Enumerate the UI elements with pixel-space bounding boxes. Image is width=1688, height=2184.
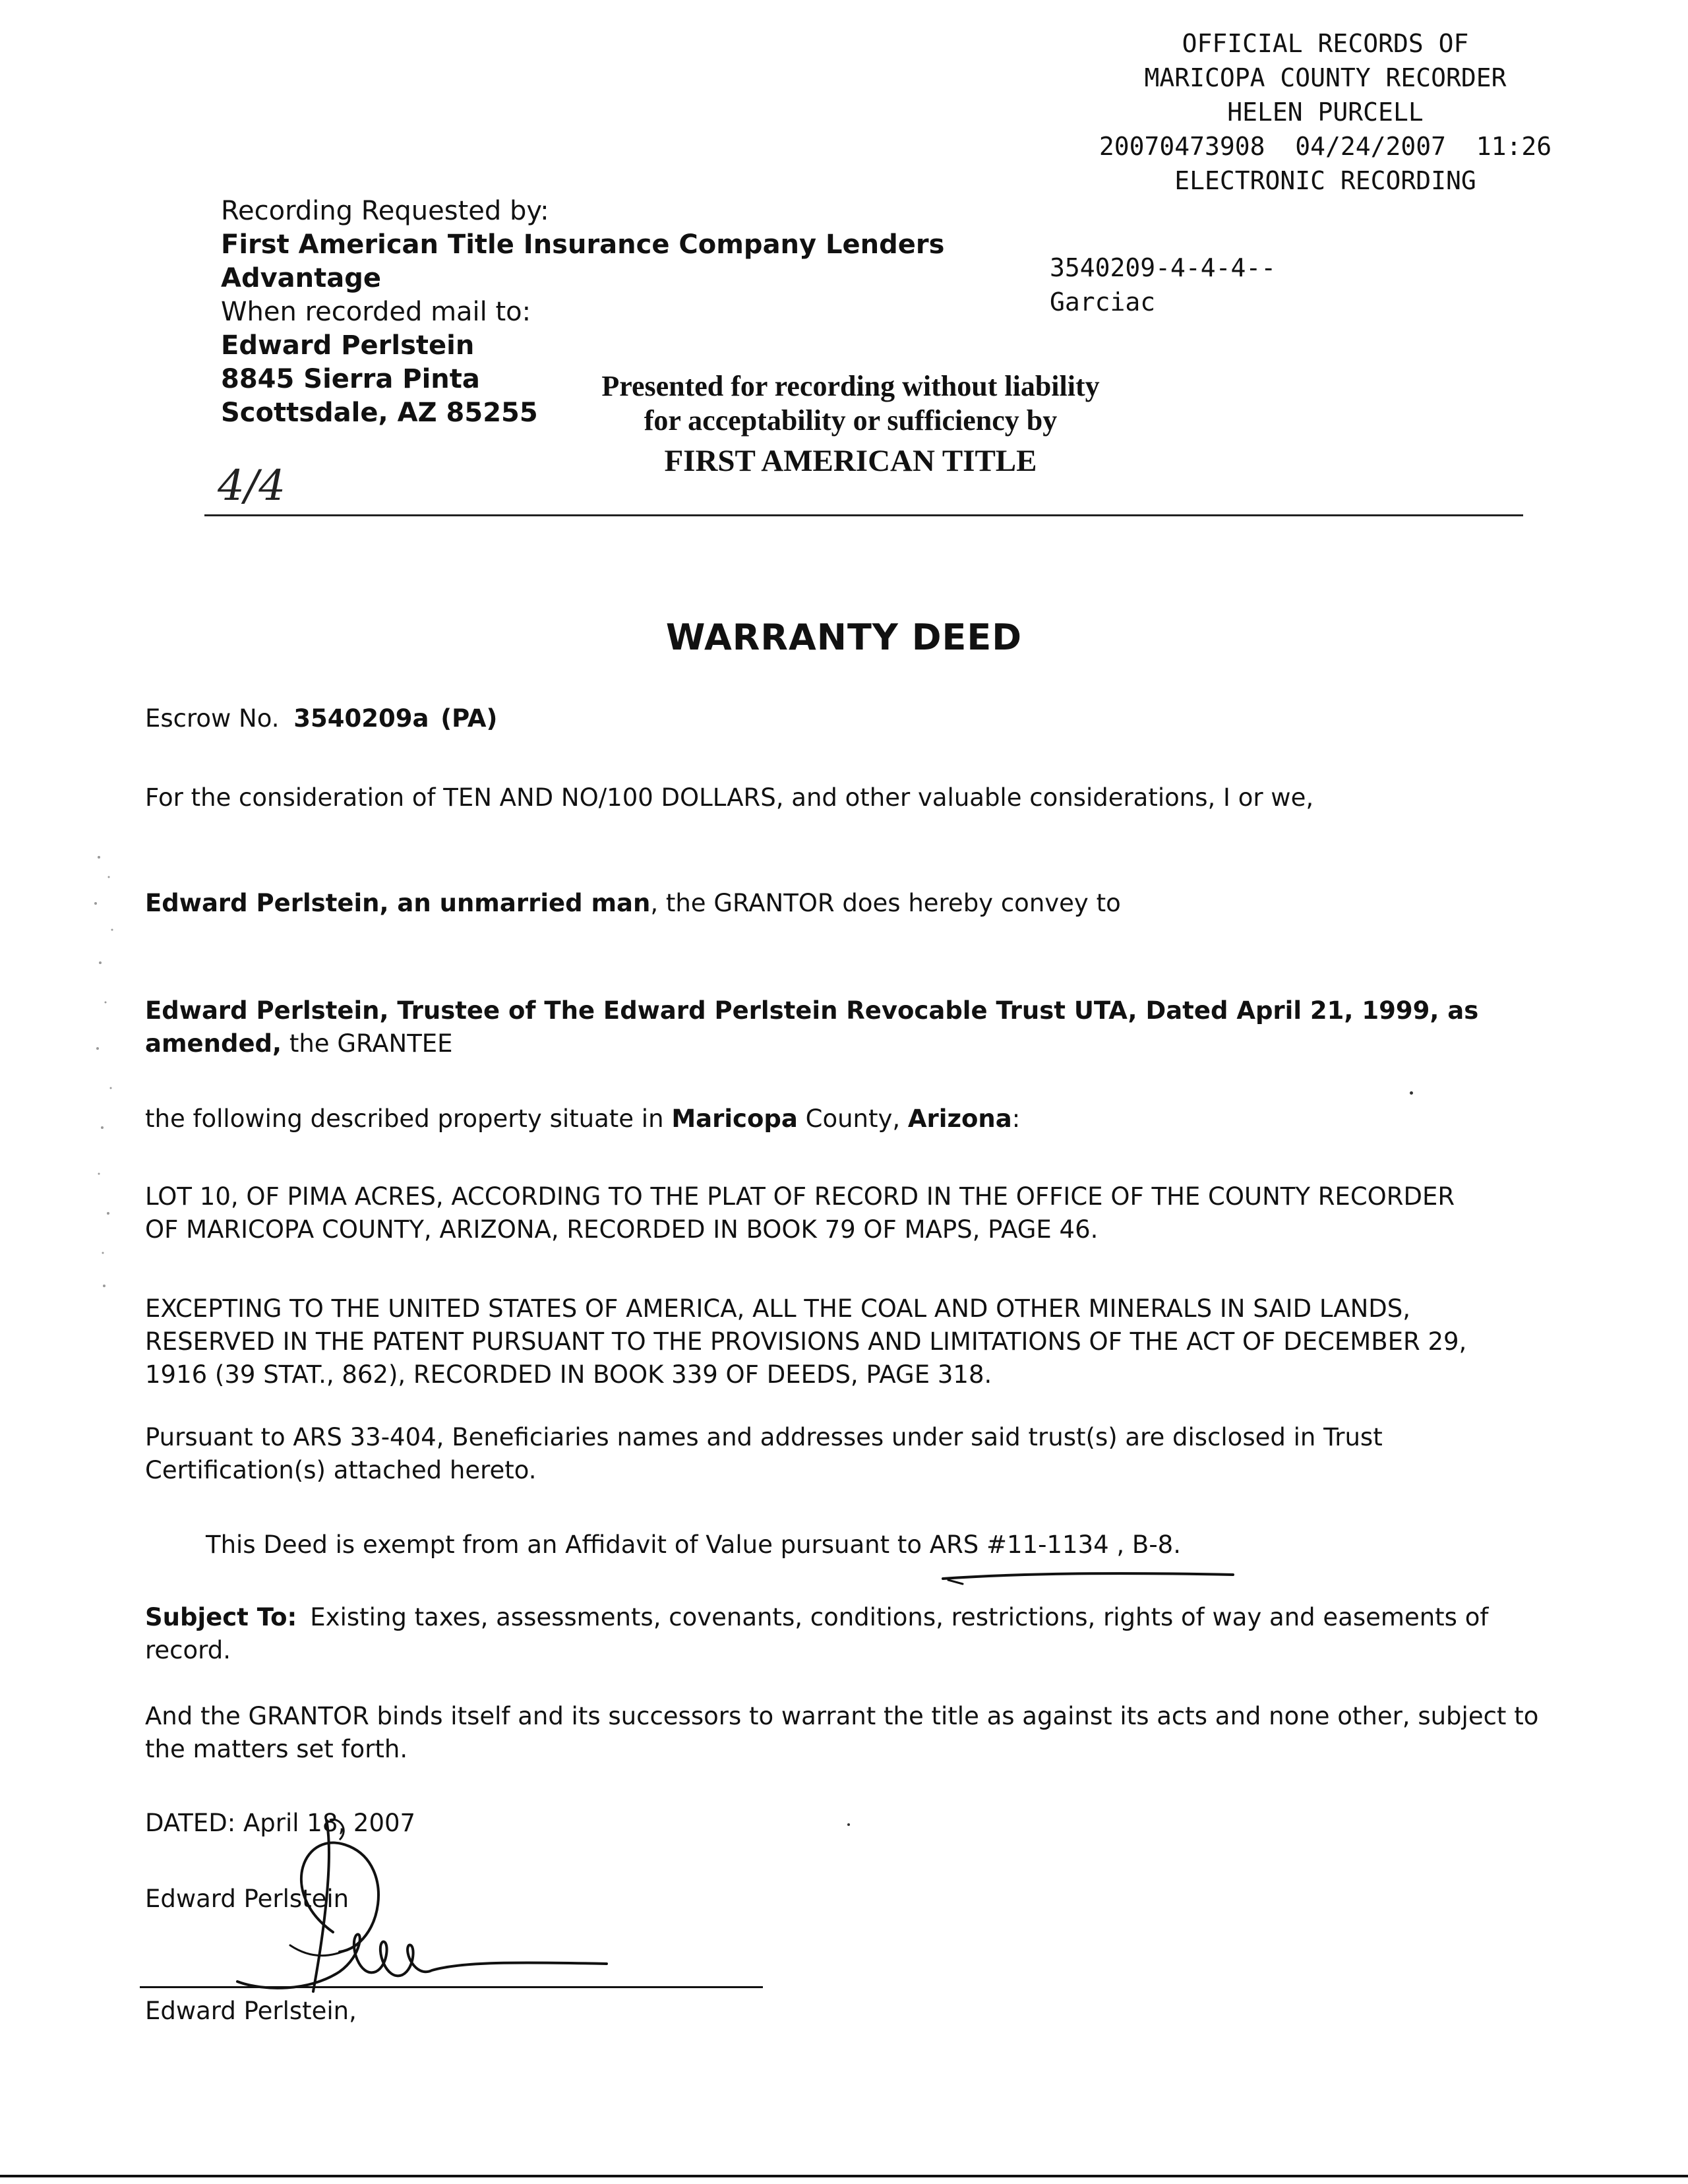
mail-to-city: Scottsdale, AZ 85255 xyxy=(221,398,538,428)
grantee-name-line-1: Edward Perlstein, Trustee of The Edward Perlstein Revocable Trust UTA, Dated April 21, 1999, as xyxy=(145,996,1479,1025)
trust-disclosure-line-2: Certification(s) attached hereto. xyxy=(145,1456,537,1484)
page-bottom-edge xyxy=(0,2175,1688,2177)
property-intro: the following described property situate in xyxy=(145,1105,672,1133)
escrow-line xyxy=(145,702,497,735)
escrow-suffix: (PA) xyxy=(440,704,498,733)
subject-to-paragraph xyxy=(145,1601,1488,1667)
warranty-line-2: the matters set forth. xyxy=(145,1735,408,1763)
requested-by-label: Recording Requested by: xyxy=(221,196,549,226)
exception-line-2: RESERVED IN THE PATENT PURSUANT TO THE PROVISIONS AND LIMITATIONS OF THE ACT OF DECEMBER 29, xyxy=(145,1327,1467,1356)
signature-caption: Edward Perlstein, xyxy=(145,1997,357,2025)
dated-line: DATED: April 18, 2007 xyxy=(145,1809,416,1837)
legal-description xyxy=(145,1180,1455,1246)
escrow-number: 3540209a xyxy=(293,704,429,733)
warranty-line-1: And the GRANTOR binds itself and its successors to warrant the title as against its acts and none other, subject to xyxy=(145,1702,1539,1730)
requesting-company-line-2: Advantage xyxy=(221,263,382,293)
grantee-name-line-2: amended, xyxy=(145,1029,282,1058)
recorder-line-4: 20070473908 04/24/2007 11:26 xyxy=(1099,132,1552,161)
presented-line-3: FIRST AMERICAN TITLE xyxy=(664,444,1037,478)
subject-to-line-1-wrap xyxy=(145,1601,1488,1634)
trust-disclosure-line-1: Pursuant to ARS 33-404, Beneficiaries names and addresses under said trust(s) are disclosed in Trust xyxy=(145,1423,1383,1451)
signature-line xyxy=(140,1986,763,1988)
property-state: Arizona xyxy=(907,1105,1012,1133)
recorder-line-2: MARICOPA COUNTY RECORDER xyxy=(1144,63,1507,92)
recorder-line-3: HELEN PURCELL xyxy=(1227,98,1424,127)
grantee-line-2 xyxy=(145,1027,1478,1060)
subject-to-label: Subject To: xyxy=(145,1603,297,1631)
signature-mark xyxy=(198,1794,791,2011)
trust-disclosure xyxy=(145,1421,1383,1487)
presented-line-2: for acceptability or sufficiency by xyxy=(644,404,1058,437)
mail-to-street: 8845 Sierra Pinta xyxy=(221,364,480,394)
requesting-company-line-1: First American Title Insurance Company Lenders xyxy=(221,229,945,260)
grantor-text: , the GRANTOR does hereby convey to xyxy=(650,889,1121,917)
property-end: : xyxy=(1011,1105,1021,1133)
signer-name: Edward Perlstein xyxy=(145,1885,349,1913)
header-divider xyxy=(204,514,1523,516)
grantor-paragraph xyxy=(145,887,1121,920)
subject-to-line-1: Existing taxes, assessments, covenants, conditions, restrictions, rights of way and easements of xyxy=(310,1603,1489,1631)
property-county: Maricopa xyxy=(671,1105,798,1133)
presented-stamp xyxy=(574,369,1128,481)
document-title: WARRANTY DEED xyxy=(665,617,1023,658)
affidavit-exemption: This Deed is exempt from an Affidavit of Value pursuant to ARS #11-1134 , B-8. xyxy=(206,1531,1181,1559)
scan-speckle xyxy=(86,851,125,1312)
recorder-reference: 3540209-4-4-4-- xyxy=(1050,253,1277,282)
scan-dot xyxy=(847,1823,850,1826)
mineral-exception xyxy=(145,1292,1466,1391)
escrow-label: Escrow No. xyxy=(145,704,280,733)
page-number: 4/4 xyxy=(218,462,286,510)
exception-line-1: EXCEPTING TO THE UNITED STATES OF AMERICA, ALL THE COAL AND OTHER MINERALS IN SAID LANDS, xyxy=(145,1294,1411,1323)
mail-to-label: When recorded mail to: xyxy=(221,297,531,327)
legal-description-line-1: LOT 10, OF PIMA ACRES, ACCORDING TO THE PLAT OF RECORD IN THE OFFICE OF THE COUNTY RECORDER xyxy=(145,1182,1455,1211)
property-mid: County, xyxy=(797,1105,908,1133)
escrow-suffix-wrap xyxy=(437,704,497,733)
warranty-paragraph xyxy=(145,1700,1538,1766)
recorder-line-1: OFFICIAL RECORDS OF xyxy=(1182,29,1469,58)
recorder-line-5: ELECTRONIC RECORDING xyxy=(1174,166,1476,195)
mail-to-name: Edward Perlstein xyxy=(221,330,475,361)
consideration-paragraph: For the consideration of TEN AND NO/100 DOLLARS, and other valuable considerations, I or we, xyxy=(145,783,1314,812)
exception-line-3: 1916 (39 STAT., 862), RECORDED IN BOOK 339 OF DEEDS, PAGE 318. xyxy=(145,1360,992,1389)
handwritten-underline xyxy=(936,1564,1240,1587)
recorder-clerk: Garciac xyxy=(1050,288,1156,317)
recorder-reference-block xyxy=(1050,251,1276,319)
grantee-text: the GRANTEE xyxy=(282,1029,453,1058)
subject-to-line-2: record. xyxy=(145,1636,231,1664)
scan-dot xyxy=(1410,1091,1413,1095)
presented-line-1: Presented for recording without liability xyxy=(601,370,1100,402)
grantor-name: Edward Perlstein, an unmarried man xyxy=(145,889,651,917)
recorder-stamp xyxy=(1029,26,1622,198)
grantee-paragraph xyxy=(145,994,1478,1060)
property-paragraph xyxy=(145,1103,1020,1136)
legal-description-line-2: OF MARICOPA COUNTY, ARIZONA, RECORDED IN BOOK 79 OF MAPS, PAGE 46. xyxy=(145,1215,1099,1244)
